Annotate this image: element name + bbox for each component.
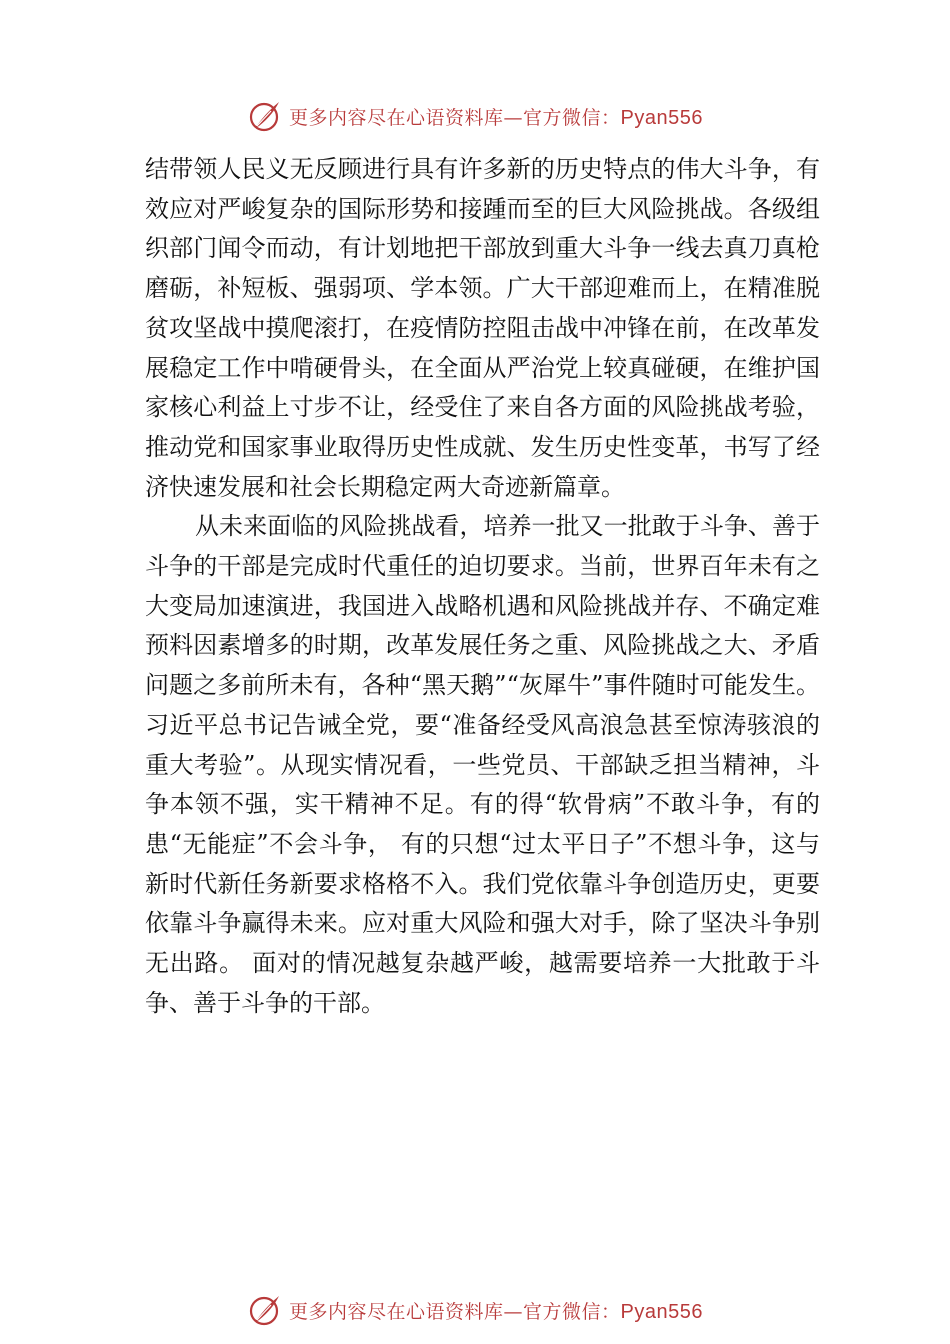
quill-pen-logo-icon (247, 1292, 283, 1328)
footer-banner (0, 1288, 950, 1332)
header-banner (0, 94, 950, 138)
paragraph-1: 结带领人民义无反顾进行具有许多新的历史特点的伟大斗争，有效应对严峻复杂的国际形势和接踵而至的巨大风险挑战。各级组织部门闻令而动，有计划地把干部放到重大斗争一线去真刀真枪磨砺，补短板、强弱项、学本领。广大干部迎难而上，在精准脱贫攻坚战中摸爬滚打，在疫情防控阻击战中冲锋在前，在改革发展稳定工作中啃硬骨头，在全面从严治党上较真碰硬，在维护国家核心利益上寸步不让，经受住了来自各方面的风险挑战考验，推动党和国家事业取得历史性成就、发生历史性变革，书写了经济快速发展和社会长期稳定两大奇迹新篇章。 (145, 155, 820, 501)
document-body (145, 150, 820, 1023)
quill-pen-logo-icon (247, 98, 283, 134)
footer-brand-text: 更多内容尽在心语资料库—官方微信：Pyan556 (289, 1300, 703, 1323)
paragraph-2: 从未来面临的风险挑战看，培养一批又一批敢于斗争、善于斗争的干部是完成时代重任的迫切要求。当前，世界百年未有之大变局加速演进，我国进入战略机遇和风险挑战并存、不确定难预料因素增多的时期，改革发展任务之重、风险挑战之大、矛盾问题之多前所未有，各种“黑天鹅”“灰犀牛”事件随时可能发生。习近平总书记告诫全党，要“准备经受风高浪急甚至惊涛骇浪的重大考验”。从现实情况看，一些党员、干部缺乏担当精神，斗争本领不强，实干精神不足。有的得“软骨病”不敢斗争，有的患“无能症”不会斗争， 有的只想“过太平日子”不想斗争，这与新时代新任务新要求格格不入。我们党依靠斗争创造历史，更要依靠斗争赢得未来。应对重大风险和强大对手，除了坚决斗争别无出路。 面对的情况越复杂越严峻，越需要培养一大批敢于斗争、善于斗争的干部。 (145, 512, 820, 1017)
header-brand-text: 更多内容尽在心语资料库—官方微信：Pyan556 (289, 106, 703, 129)
